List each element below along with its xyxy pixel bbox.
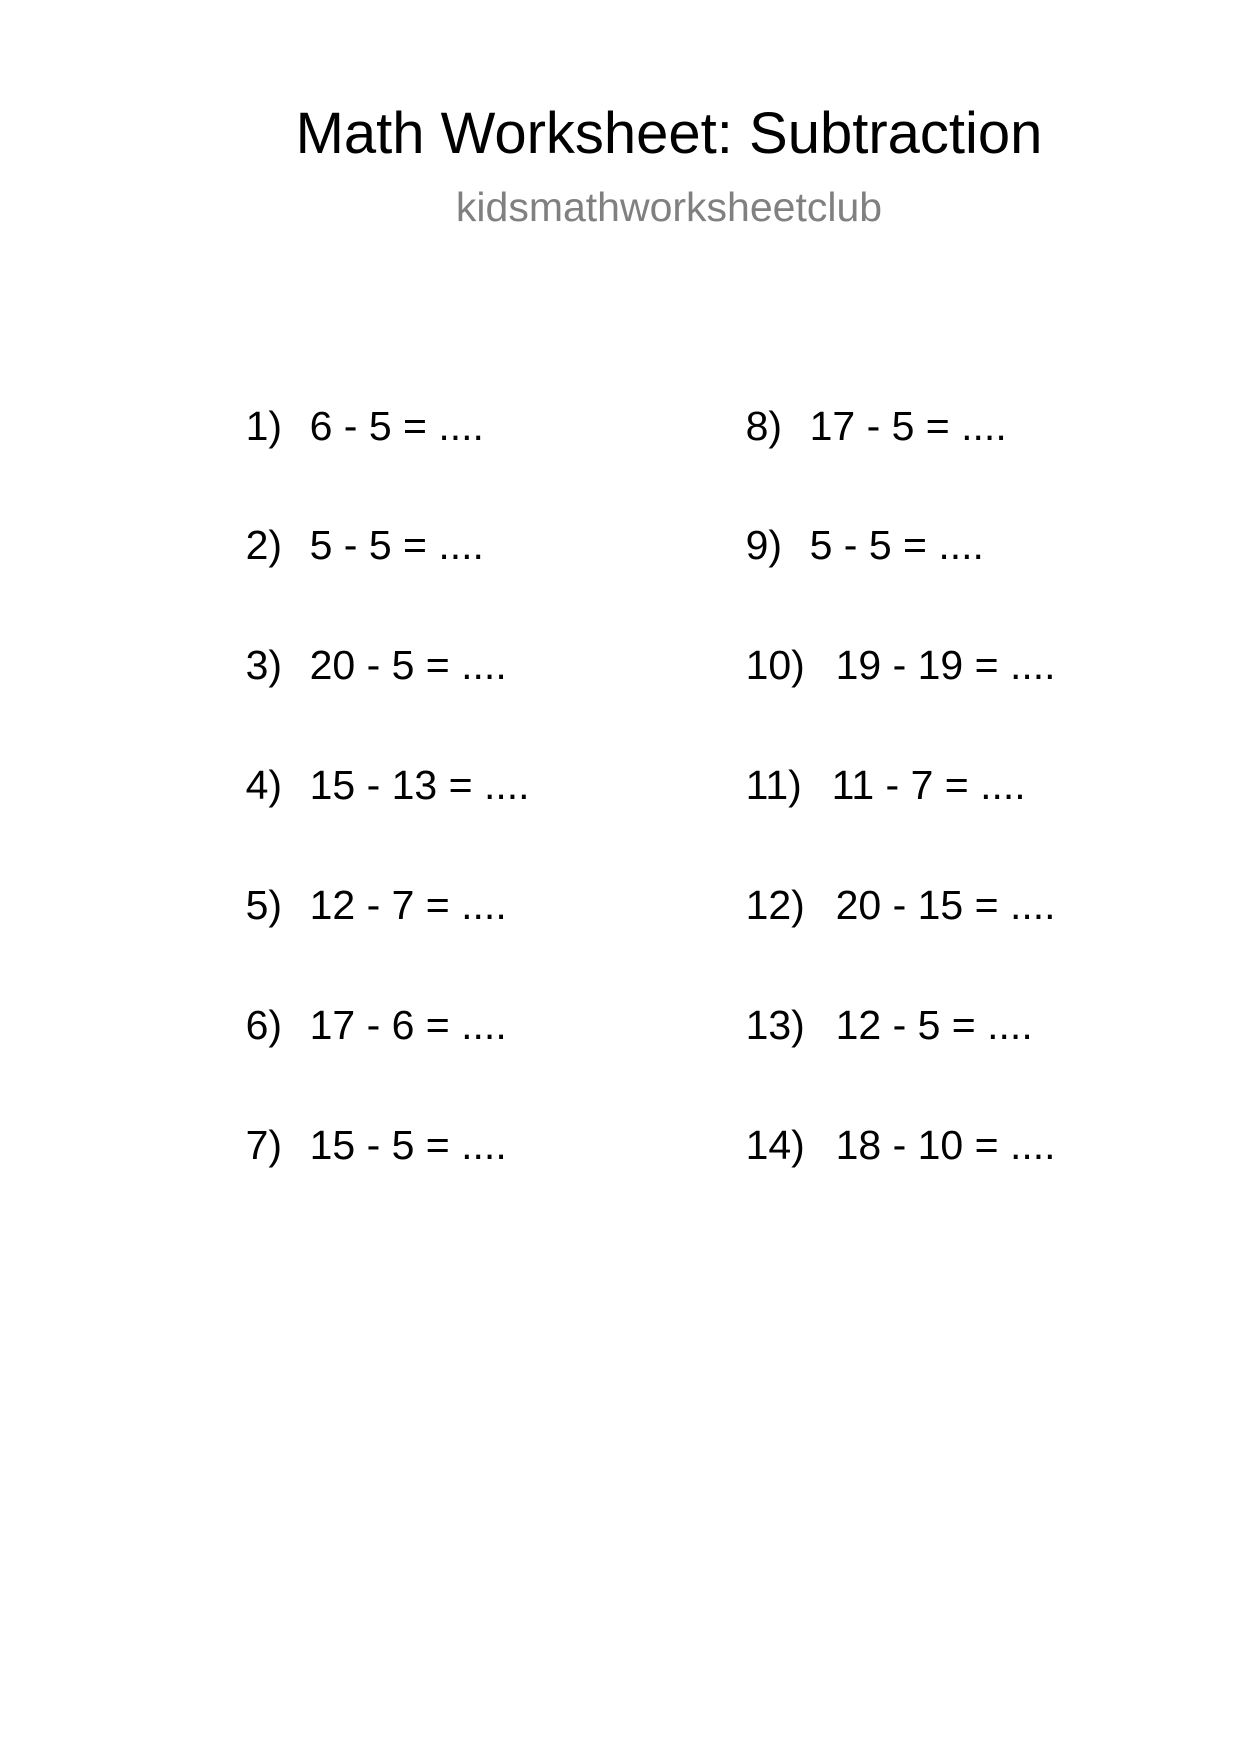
problem-expression: 6 - 5 = .... [309,403,484,449]
problem-14 [700,1070,1056,1220]
problem-number: 5) [245,882,283,928]
problem-number: 10) [745,642,805,688]
problem-number: 14) [745,1122,805,1168]
problem-expression: 12 - 5 = .... [835,1002,1033,1048]
problem-number: 2) [245,522,283,568]
problem-number: 3) [245,642,283,688]
problem-number: 13) [745,1002,805,1048]
problem-number: 4) [245,762,283,808]
problem-number: 6) [245,1002,283,1048]
problem-expression: 12 - 7 = .... [309,882,507,928]
problem-expression: 17 - 6 = .... [309,1002,507,1048]
problem-expression: 15 - 5 = .... [309,1122,507,1168]
problem-number: 1) [245,403,283,449]
problem-7 [200,1070,507,1220]
problem-number: 12) [745,882,805,928]
problem-expression: 19 - 19 = .... [835,642,1056,688]
problem-number: 8) [745,403,783,449]
problem-expression: 20 - 15 = .... [835,882,1056,928]
problem-expression: 18 - 10 = .... [835,1122,1056,1168]
page-title: Math Worksheet: Subtraction [295,101,1043,166]
problem-expression: 17 - 5 = .... [809,403,1007,449]
problem-expression: 5 - 5 = .... [309,522,484,568]
problem-expression: 5 - 5 = .... [809,522,984,568]
problem-number: 7) [245,1122,283,1168]
problem-number: 11) [745,762,802,808]
problem-expression: 20 - 5 = .... [309,642,507,688]
problem-number: 9) [745,522,783,568]
problem-expression: 11 - 7 = .... [831,762,1026,808]
site-name: kidsmathworksheetclub [455,184,883,230]
problem-expression: 15 - 13 = .... [309,762,530,808]
